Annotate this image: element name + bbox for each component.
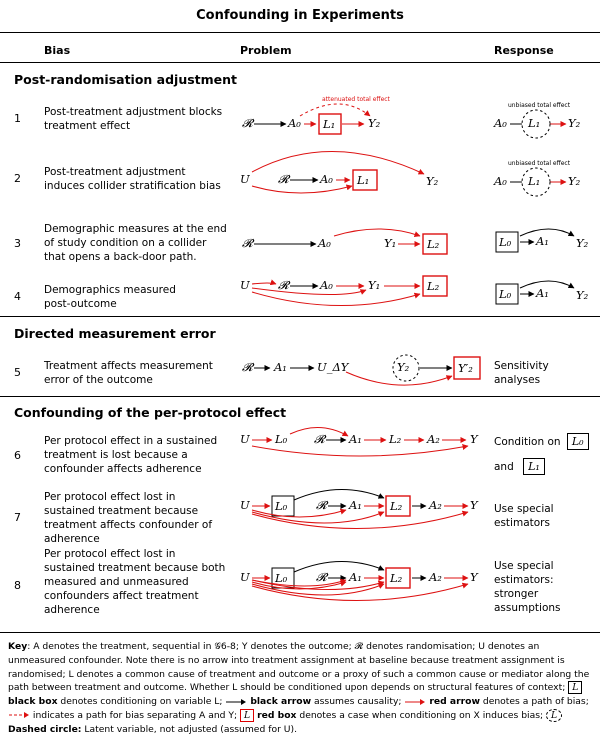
node-a0: A₀	[320, 278, 333, 292]
node-u-delta-y: U_ΔY	[317, 360, 349, 374]
row-bias: Demographics measured post-outcome	[44, 284, 176, 310]
node-r: 𝓡	[278, 278, 289, 292]
key-black-arrow-icon	[225, 698, 247, 706]
node-a1: A₁	[349, 432, 362, 446]
l0-box: L₀	[567, 433, 589, 450]
node-y1: Y₁	[368, 278, 381, 292]
row-number: 7	[14, 511, 21, 524]
section-per-protocol: Confounding of the per-protocol effect	[14, 405, 287, 420]
row-number: 5	[14, 366, 21, 379]
node-a0: A₀	[320, 172, 333, 186]
node-l2: L₂	[389, 432, 402, 446]
header-problem: Problem	[240, 44, 292, 57]
l1-box: L₁	[523, 458, 545, 475]
row-number: 4	[14, 290, 21, 303]
node-r: 𝓡	[242, 116, 253, 130]
node-y2: Y₂	[576, 288, 589, 302]
node-l0: L₀	[499, 287, 512, 301]
node-a1: A₁	[349, 570, 362, 584]
key-red-arrow-icon	[404, 698, 426, 706]
row-response: Use special estimators: stronger assumptions	[494, 560, 561, 614]
key-red-box: L	[240, 709, 254, 722]
node-a2: A₂	[427, 432, 440, 446]
node-a0: A₀	[494, 116, 507, 130]
node-r: 𝓡	[242, 236, 253, 250]
node-y2: Y₂	[426, 174, 439, 188]
node-l2: L₂	[390, 571, 403, 585]
key-legend: Key: A denotes the treatment, sequential in 𝒢6-8; Y denotes the outcome; 𝓡 denotes randomisation; U denotes an unmeasured confounder. Note there is no arrow into treatment assignment at baseline because treatment assignment is randomised; L denotes a common cause of treatment and outcome or a proxy of such a common cause or mediator along the path between treatment and outcome. Whether L should be conditioned upon depends on structural features of context; L black box denotes conditioning on variable L; black arrow assumes causality; red arrow denotes a path of bias; indicates a path for bias separating A and Y; L red box denotes a case when conditioning on X induces bias; L Dashed circle: Latent variable, not adjusted (assumed for U).	[8, 641, 590, 735]
node-y2: Y₂	[576, 236, 589, 250]
row-response: Condition on L₀	[494, 433, 589, 450]
node-y1: Y₁	[384, 236, 397, 250]
section-measurement-error: Directed measurement error	[14, 326, 216, 341]
row-bias: Demographic measures at the end of study condition on a collider that opens a back-door path.	[44, 223, 227, 263]
node-l2: L₂	[427, 279, 440, 293]
section-post-randomisation: Post-randomisation adjustment	[14, 72, 238, 87]
node-l1: L₁	[357, 173, 370, 187]
node-a1: A₁	[349, 498, 362, 512]
node-u: U	[240, 278, 250, 292]
row-bias: Post-treatment adjustment induces collider stratification bias	[44, 166, 221, 192]
row-number: 3	[14, 237, 21, 250]
node-a1: A₁	[536, 286, 549, 300]
node-u: U	[240, 498, 250, 512]
table-title: Confounding in Experiments	[196, 8, 404, 23]
node-y: Y	[470, 498, 478, 512]
node-u: U	[240, 432, 250, 446]
unbiased-label: unbiased total effect	[508, 102, 571, 109]
row-bias: Per protocol effect lost in sustained treatment because treatment affects confounder of adherence	[44, 491, 213, 545]
node-a1: A₁	[536, 234, 549, 248]
node-u: U	[240, 570, 250, 584]
node-a2: A₂	[429, 498, 442, 512]
node-a0: A₀	[318, 236, 331, 250]
node-l0: L₀	[275, 432, 288, 446]
node-y2: Y₂	[368, 116, 381, 130]
node-a0: A₀	[494, 174, 507, 188]
header-response: Response	[494, 44, 554, 57]
key-black-box: L	[568, 681, 582, 694]
node-r: 𝓡	[278, 172, 289, 186]
node-l0: L₀	[275, 499, 288, 513]
node-l1: L₁	[323, 117, 336, 131]
node-l2: L₂	[390, 499, 403, 513]
node-l2: L₂	[427, 237, 440, 251]
key-dashed-circle: L	[546, 709, 562, 722]
row-response: and L₁	[494, 458, 545, 475]
node-l1: L₁	[528, 174, 541, 188]
row-number: 2	[14, 172, 21, 185]
unbiased-label: unbiased total effect	[508, 160, 571, 167]
row-bias: Post-treatment adjustment blocks treatment effect	[44, 106, 223, 132]
row-response: Use special estimators	[494, 503, 554, 529]
row-bias: Per protocol effect in a sustained treatment is lost because a confounder affects adherence	[44, 435, 218, 475]
node-l0: L₀	[275, 571, 288, 585]
row-number: 8	[14, 579, 21, 592]
node-y2-prime: Y′₂	[458, 361, 473, 375]
row-response: Sensitivity analyses	[494, 360, 549, 386]
attenuated-label: attenuated total effect	[322, 96, 390, 103]
node-y: Y	[470, 432, 478, 446]
row-bias: Treatment affects measurement error of the outcome	[44, 360, 213, 386]
header-bias: Bias	[44, 44, 71, 57]
node-r: 𝓡	[316, 498, 327, 512]
node-y2: Y₂	[568, 116, 581, 130]
node-r: 𝓡	[242, 360, 253, 374]
node-a1: A₁	[274, 360, 287, 374]
node-a2: A₂	[429, 570, 442, 584]
row-number: 6	[14, 449, 21, 462]
node-l1: L₁	[528, 116, 541, 130]
node-y: Y	[470, 570, 478, 584]
node-u: U	[240, 172, 250, 186]
node-y2: Y₂	[397, 360, 410, 374]
node-r: 𝓡	[316, 570, 327, 584]
row-bias: Per protocol effect lost in sustained treatment because both measured and unmeasured confounders affect treatment adherence	[44, 548, 226, 616]
node-r: 𝓡	[314, 432, 325, 446]
node-a0: A₀	[288, 116, 301, 130]
node-y2: Y₂	[568, 174, 581, 188]
key-dashed-arrow-icon	[8, 711, 30, 719]
node-l0: L₀	[499, 235, 512, 249]
row-number: 1	[14, 112, 21, 125]
